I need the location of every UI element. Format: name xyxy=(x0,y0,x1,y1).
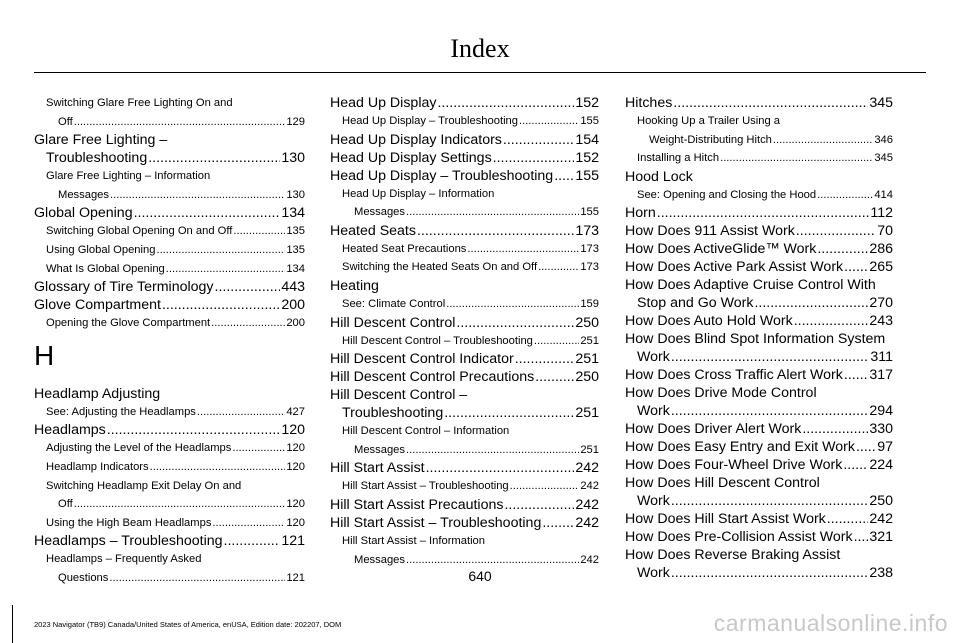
entry-text: Heated Seat Precautions xyxy=(342,242,467,255)
page-ref-link[interactable]: 135 xyxy=(286,243,305,256)
entry-text: How Does ActiveGlide™ Work xyxy=(625,241,817,258)
entry-text: How Does 911 Assist Work xyxy=(625,223,795,240)
page-ref-link[interactable]: 134 xyxy=(281,205,305,222)
index-entry xyxy=(625,438,893,456)
section-letter-heading: H xyxy=(34,339,55,371)
index-entry xyxy=(34,458,305,477)
page-ref-link[interactable]: 242 xyxy=(575,496,599,513)
index-entry xyxy=(330,222,599,240)
index-entry xyxy=(34,278,305,296)
entry-text: Headlamps xyxy=(34,422,106,439)
index-entry xyxy=(34,131,305,167)
entry-text: Headlamp Adjusting xyxy=(34,385,161,402)
index-entry xyxy=(330,496,599,514)
entry-text: Stop and Go Work xyxy=(637,295,754,312)
entry-text: Head Up Display – Troubleshooting xyxy=(342,115,518,127)
entry-text: See: Adjusting the Headlamps xyxy=(46,405,196,418)
entry-text: How Does Reverse Braking Assist xyxy=(625,547,841,564)
entry-text: Hill Start Assist Precautions xyxy=(330,496,504,513)
index-column-2 xyxy=(330,94,599,569)
index-entry xyxy=(330,240,599,259)
page-ref-link[interactable]: 321 xyxy=(869,529,893,546)
index-entry xyxy=(625,528,893,546)
page-ref-link[interactable]: 120 xyxy=(281,422,305,439)
entry-text: How Does Driver Alert Work xyxy=(625,421,802,438)
index-entry xyxy=(625,240,893,258)
index-entry xyxy=(330,131,599,149)
index-entry xyxy=(330,332,599,351)
index-entry xyxy=(330,112,599,131)
page-ref-link[interactable]: 154 xyxy=(575,131,599,148)
index-column-3 xyxy=(625,94,893,582)
page-ref-link[interactable]: 97 xyxy=(877,439,893,456)
entry-text: Opening the Glove Compartment xyxy=(46,317,211,330)
header-divider xyxy=(34,72,926,73)
index-entry xyxy=(625,276,893,312)
index-entry xyxy=(625,168,893,186)
index-entry xyxy=(330,258,599,277)
page-ref-link[interactable]: 270 xyxy=(869,295,893,312)
page-ref-link[interactable]: 242 xyxy=(580,480,599,493)
entry-text: See: Climate Control xyxy=(342,297,446,310)
entry-text: Hill Descent Control – xyxy=(330,387,468,404)
page-ref-link[interactable]: 242 xyxy=(575,460,599,477)
entry-text: Adjusting the Level of the Headlamps xyxy=(46,442,232,455)
entry-text: Head Up Display Indicators xyxy=(330,131,502,148)
index-entry xyxy=(330,459,599,477)
page-ref-link[interactable]: 443 xyxy=(281,279,305,296)
entry-text: How Does Blind Spot Information System xyxy=(625,331,886,348)
page-ref-link[interactable]: 346 xyxy=(874,133,893,146)
entry-text: How Does Easy Entry and Exit Work xyxy=(625,439,855,456)
entry-text: Work xyxy=(637,403,670,420)
entry-text: How Does Four-Wheel Drive Work xyxy=(625,457,843,474)
page-ref-link[interactable]: 238 xyxy=(869,565,893,582)
index-entry xyxy=(330,514,599,532)
entry-text: Work xyxy=(637,349,670,366)
index-entry xyxy=(625,204,893,222)
page-ref-link[interactable]: 243 xyxy=(869,313,893,330)
entry-text: How Does Adaptive Cruise Control With xyxy=(625,277,876,294)
index-entry xyxy=(34,204,305,222)
page-ref-link[interactable]: 242 xyxy=(575,514,599,531)
page-ref-link[interactable]: 70 xyxy=(877,223,893,240)
entry-text: Weight-Distributing Hitch xyxy=(649,133,772,146)
entry-text: How Does Cross Traffic Alert Work xyxy=(625,367,843,384)
index-entry xyxy=(34,260,305,279)
page-ref-link[interactable]: 251 xyxy=(580,334,599,347)
page-ref-link[interactable]: 129 xyxy=(286,115,305,128)
page-ref-link[interactable]: 121 xyxy=(286,571,305,584)
entry-text: Using Global Opening xyxy=(46,243,156,256)
page-ref-link[interactable]: 152 xyxy=(575,149,599,166)
entry-text: Glare Free Lighting – Information xyxy=(46,170,211,183)
index-entry xyxy=(34,477,305,514)
entry-text: Hitches xyxy=(625,95,673,111)
page-ref-link[interactable]: 120 xyxy=(286,516,305,529)
entry-text: Troubleshooting xyxy=(342,405,444,422)
entry-text: Switching Glare Free Lighting On and xyxy=(46,97,233,109)
index-entry xyxy=(625,474,893,510)
index-entry xyxy=(34,403,305,422)
entry-text: Horn xyxy=(625,205,656,222)
entry-text: Hill Descent Control – Information xyxy=(342,425,510,438)
index-entry xyxy=(34,167,305,204)
page-ref-link[interactable]: 414 xyxy=(874,188,893,201)
entry-text: Using the High Beam Headlamps xyxy=(46,516,212,529)
entry-text: How Does Pre-Collision Assist Work xyxy=(625,529,853,546)
entry-text: How Does Hill Descent Control xyxy=(625,475,820,492)
entry-text: How Does Hill Start Assist Work xyxy=(625,511,826,528)
entry-text: Messages xyxy=(354,553,405,566)
page-ref-link[interactable]: 251 xyxy=(575,351,599,368)
entry-text: Global Opening xyxy=(34,205,133,222)
index-entry xyxy=(625,222,893,240)
entry-text: Hill Descent Control Indicator xyxy=(330,351,514,368)
entry-text: Switching Headlamp Exit Delay On and xyxy=(46,479,242,492)
page-title: Index xyxy=(450,34,510,63)
entry-text: Installing a Hitch xyxy=(637,152,720,165)
page-ref-link[interactable]: 155 xyxy=(575,167,599,184)
page-ref-link[interactable]: 173 xyxy=(580,242,599,255)
index-entry xyxy=(625,112,893,149)
page-ref-link[interactable]: 427 xyxy=(286,405,305,418)
index-entry xyxy=(330,477,599,496)
page-ref-link[interactable]: 155 xyxy=(580,206,599,219)
page-ref-link[interactable]: 112 xyxy=(870,205,893,222)
page-ref-link[interactable]: 250 xyxy=(869,493,893,510)
entry-text: Headlamp Indicators xyxy=(46,460,149,473)
index-entry xyxy=(330,386,599,422)
index-entry xyxy=(625,456,893,474)
page-ref-link[interactable]: 242 xyxy=(580,553,599,566)
entry-text: How Does Auto Hold Work xyxy=(625,313,793,330)
page-ref-link[interactable]: 286 xyxy=(869,241,893,258)
index-entry xyxy=(34,241,305,260)
entry-text: Headlamps – Troubleshooting xyxy=(34,533,223,550)
entry-text: Head Up Display xyxy=(330,95,437,111)
entry-text: Glare Free Lighting – xyxy=(34,132,168,149)
page-ref-link[interactable]: 135 xyxy=(286,225,305,238)
page-ref-link[interactable]: 311 xyxy=(870,349,893,366)
entry-text: How Does Active Park Assist Work xyxy=(625,259,844,276)
page-ref-link[interactable]: 130 xyxy=(286,188,305,201)
index-entry xyxy=(625,510,893,528)
index-entry xyxy=(330,277,599,295)
page-ref-link[interactable]: 120 xyxy=(286,460,305,473)
entry-text: Glove Compartment xyxy=(34,297,161,314)
entry-text: Messages xyxy=(354,443,405,456)
index-entry xyxy=(625,330,893,366)
index-entry xyxy=(330,149,599,167)
entry-text: Head Up Display – Information xyxy=(342,187,495,200)
entry-text: Hooking Up a Trailer Using a xyxy=(637,115,781,127)
entry-text: Hill Start Assist – Troubleshooting xyxy=(342,480,509,493)
crop-mark-left xyxy=(12,605,13,643)
index-entry xyxy=(34,222,305,241)
page-ref-link[interactable]: 345 xyxy=(869,95,893,111)
index-entry xyxy=(330,167,599,185)
entry-text: Troubleshooting xyxy=(46,150,148,167)
index-entry xyxy=(625,366,893,384)
index-entry xyxy=(330,368,599,386)
index-entry xyxy=(625,258,893,276)
index-entry xyxy=(625,312,893,330)
entry-text: Heating xyxy=(330,277,379,294)
index-entry xyxy=(34,514,305,533)
page-ref-link[interactable]: 251 xyxy=(580,443,599,456)
page-number: 640 xyxy=(468,568,492,584)
entry-text: Messages xyxy=(58,188,109,201)
entry-text: Head Up Display Settings xyxy=(330,149,492,166)
entry-text: Switching the Heated Seats On and Off xyxy=(342,261,538,274)
page-ref-link[interactable]: 134 xyxy=(286,262,305,275)
index-entry xyxy=(34,385,305,403)
page-ref-link[interactable]: 250 xyxy=(575,314,599,331)
page-ref-link[interactable]: 294 xyxy=(869,403,893,420)
entry-text: Hill Descent Control xyxy=(330,314,456,331)
page-ref-link[interactable]: 173 xyxy=(580,261,599,274)
entry-text: Heated Seats xyxy=(330,222,416,239)
page-ref-link[interactable]: 152 xyxy=(575,95,599,111)
page-ref-link[interactable]: 250 xyxy=(575,369,599,386)
page-ref-link[interactable]: 130 xyxy=(281,150,305,167)
entry-text: Hill Start Assist – Information xyxy=(342,534,486,547)
page-ref-link[interactable]: 251 xyxy=(575,405,599,422)
index-entry xyxy=(625,186,893,205)
index-column-1 xyxy=(34,94,305,588)
index-entry xyxy=(330,295,599,314)
index-entry xyxy=(330,94,599,112)
entry-text: Off xyxy=(58,115,73,128)
index-entry xyxy=(330,350,599,368)
page-ref-link[interactable]: 155 xyxy=(580,115,599,127)
entry-text: See: Opening and Closing the Hood xyxy=(637,188,817,201)
index-entry xyxy=(34,439,305,458)
index-entry xyxy=(330,422,599,459)
page-ref-link[interactable]: 200 xyxy=(281,297,305,314)
index-entry xyxy=(34,532,305,550)
page-ref-link[interactable]: 242 xyxy=(869,511,893,528)
page-ref-link[interactable]: 330 xyxy=(869,421,893,438)
document-info: 2023 Navigator (TB9) Canada/United States of America, enUSA, Edition date: 202207, DOM xyxy=(34,620,342,629)
entry-text: Hill Descent Control – Troubleshooting xyxy=(342,334,533,347)
entry-text: Hill Start Assist – Troubleshooting xyxy=(330,514,542,531)
page-ref-link[interactable]: 200 xyxy=(286,317,305,330)
entry-text: Headlamps – Frequently Asked xyxy=(46,553,202,566)
entry-text: Off xyxy=(58,498,73,511)
entry-text: Messages xyxy=(354,206,405,219)
index-entry xyxy=(625,420,893,438)
watermark: carmanualsonline.info xyxy=(713,610,948,636)
page-ref-link[interactable]: 120 xyxy=(286,442,305,455)
entry-text: Hill Start Assist xyxy=(330,460,425,477)
index-entry xyxy=(330,532,599,569)
entry-text: Work xyxy=(637,565,670,582)
index-entry xyxy=(34,421,305,439)
entry-text: Head Up Display – Troubleshooting xyxy=(330,167,554,184)
entry-text: Glossary of Tire Terminology xyxy=(34,279,214,296)
entry-text: Questions xyxy=(58,571,109,584)
index-entry xyxy=(34,94,305,131)
page-ref-link[interactable]: 224 xyxy=(869,457,893,474)
index-entry xyxy=(625,384,893,420)
page-ref-link[interactable]: 317 xyxy=(869,367,893,384)
entry-text: How Does Drive Mode Control xyxy=(625,385,817,402)
entry-text: Work xyxy=(637,493,670,510)
entry-text: What Is Global Opening xyxy=(46,262,165,275)
index-entry xyxy=(34,296,305,314)
index-entry xyxy=(330,185,599,222)
page-ref-link[interactable]: 265 xyxy=(869,259,893,276)
index-entry xyxy=(34,314,305,333)
index-entry xyxy=(625,149,893,168)
entry-text: Switching Global Opening On and Off xyxy=(46,225,233,238)
page-ref-link[interactable]: 121 xyxy=(281,533,305,550)
entry-text: Hill Descent Control Precautions xyxy=(330,369,535,386)
page-ref-link[interactable]: 120 xyxy=(286,498,305,511)
index-entry xyxy=(625,94,893,112)
page-ref-link[interactable]: 173 xyxy=(575,222,599,239)
index-entry xyxy=(330,314,599,332)
entry-text: Hood Lock xyxy=(625,168,693,185)
page-ref-link[interactable]: 345 xyxy=(874,152,893,165)
page-ref-link[interactable]: 159 xyxy=(580,297,599,310)
